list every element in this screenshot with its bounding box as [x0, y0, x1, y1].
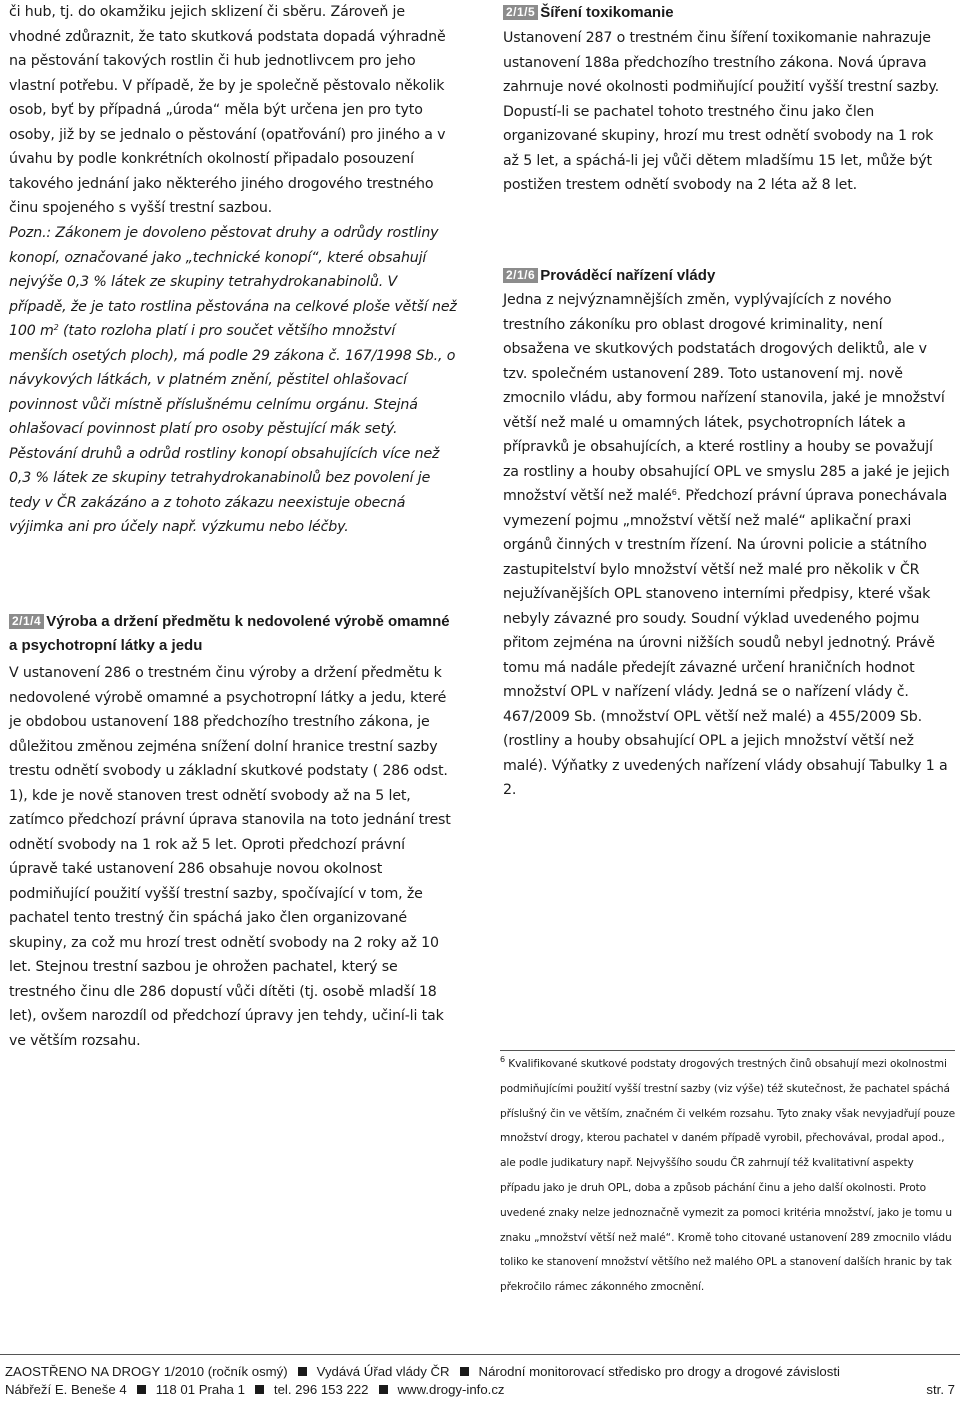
note-superscript: 2	[53, 323, 59, 332]
footer-city: 118 01 Praha 1	[155, 1382, 245, 1397]
square-bullet-icon	[137, 1385, 146, 1394]
footnote-divider	[500, 1050, 955, 1051]
square-bullet-icon	[379, 1385, 388, 1394]
section-heading-2-1-4	[9, 610, 457, 658]
footnote-reference: 6	[671, 488, 677, 497]
section-text-continued: . Předchozí právní úprava ponechávala vymezení pojmu „množství větší než malé“ aplikační praxi orgánů činných v trestním řízení. Na úrovni policie a státního zastupitelství bylo množství větší než malé pro několik v ČR nejužívanějších OPL stanoveno interními předpisy, které však nebyly závazné pro soudy. Soudní výklad uvedeného pojmu přitom zejména na úrovni nižších soudů nebyl jednotný. Právě tomu má nadále předejít závazné určení hraničních hodnot množství OPL v nařízení vlády. Jedná se o nařízení vlády č. 467/2009 Sb. (množství OPL větší než malé) a 455/2009 Sb. (rostliny a houby obsahující OPL a jejich množství větší než malé). Výňatky z uvedených nařízení vlády obsahují Tabulky 1 a 2.	[503, 488, 948, 798]
note-text-continued: (tato rozloha platí i pro součet většího množství menších osetých ploch), má podle 29 zákona č. 167/1998 Sb., o návykových látkách, v platném znění, pěstitel ohlašovací povinnost vůči místně příslušnému celnímu orgánu. Stejná ohlašovací povinnost platí pro osoby pěstující mák setý. Pěstování druhů a odrůd rostliny konopí obsahujících více než 0,3 % látek ze skupiny tetrahydrokanabinolů bez povolení je tedy v ČR zakázáno a z tohoto zákazu neexistuje obecná výjimka ani pro účely např. výzkumu nebo léčby.	[9, 323, 456, 535]
footer-journal: ZAOSTŘENO NA DROGY 1/2010 (ročník osmý)	[5, 1364, 288, 1379]
square-bullet-icon	[298, 1367, 307, 1376]
section-heading-2-1-6	[503, 264, 951, 288]
section-title: Šíření toxikomanie	[540, 4, 674, 21]
section-body-2-1-4: V ustanovení 286 o trestném činu výroby a držení předmětu k nedovolené výrobě omamné a psychotropní látky a jedu, které je obdobou ustanovení 188 předchozího trestního zákona, je důležitou změnou zejména snížení dolní hranice trestní sazby trestu odnětí svobody u základní skutkové podstaty ( 286 odst. 1), kde je nově stanoven trest odnětí svobody až na 5 let, zatímco předchozí právní úprava stanovila na toto jednání trest odnětí svobody na 1 rok až 5 let. Oproti předchozí právní úpravě také ustanovení 286 obsahuje novou okolnost podmiňující použití vyšší trestní sazby, spočívající v tom, že pachatel tento trestný čin spáchá jako člen organizované skupiny, za což mu hrozí trest odnětí svobody na 2 roky až 10 let. Stejnou trestní sazbou je ohrožen pachatel, který se trestného činu dle 286 dopustí vůči dítěti (tj. osobě mladší 18 let), ovšem narozdíl od předchozí úpravy jen tehdy, učiní-li tak ve větším rozsahu.	[9, 665, 451, 1049]
page-number: str. 7	[926, 1382, 955, 1397]
section-number-badge: 2/1/4	[9, 614, 44, 629]
footnote-mark: 6	[500, 1055, 505, 1064]
footer-line-2	[5, 1382, 955, 1398]
note-text: Pozn.: Zákonem je dovoleno pěstovat druhy a odrůdy rostliny konopí, označované jako „technické konopí“, které obsahují nejvýše 0,3 % látek ze skupiny tetrahydrokanabinolů. V případě, že je tato rostlina pěstována na celkové ploše větší než 100 m	[9, 225, 457, 339]
note-paragraph	[9, 221, 457, 540]
footer-divider	[0, 1354, 960, 1355]
footnote-text: Kvalifikované skutkové podstaty drogových trestných činů obsahují mezi okolnostmi podmiňujícími použití vyšší trestní sazby (viz výše) též skutečnost, že pachatel spáchá příslušný čin ve větším, značném či velkém rozsahu. Tyto znaky však nevyjadřují pouze množství drogy, kterou pachatel v daném případě vyrobil, přechovával, prodal apod., ale podle judikatury např. Nejvyššího soudu ČR zahrnují též kvalitativní aspekty případu jako je druh OPL, doba a způsob páchání činu a jeho další okolnosti. Proto uvedené znaky nelze jednoznačně vymezit za pomoci kritéria množství, jako je tomu u znaku „množství větší než malé“. Kromě toho citované ustanovení 289 zmocnilo vládu toliko ke stanovení množství většího než malého OPL a stanovení dalších hranic by tak překročilo rámec zákonného zmocnění.	[500, 1058, 955, 1294]
square-bullet-icon	[255, 1385, 264, 1394]
section-title: Prováděcí nařízení vlády	[540, 267, 716, 284]
section-body-2-1-6	[503, 288, 951, 803]
section-text: Jedna z nejvýznamnějších změn, vyplývajících z nového trestního zákoníku pro oblast drogové kriminality, není obsažena ve skutkových podstatách drogových deliktů, ale v tzv. společném ustanovení 289. Toto ustanovení mj. nově zmocnilo vládu, aby formou nařízení stanovila, jaké je množství větší než malé u omamných látek, psychotropních látek a přípravků je obsahujících, a které rostliny a houby se považují za rostliny a houby obsahující OPL ve smyslu 285 a jaké je jejich množství větší než malé	[503, 292, 950, 504]
footer-website-link[interactable]: www.drogy-info.cz	[397, 1382, 505, 1397]
square-bullet-icon	[460, 1367, 469, 1376]
section-title: Výroba a držení předmětu k nedovolené výrobě omamné a psychotropní látky a jedu	[9, 613, 450, 654]
section-number-badge: 2/1/5	[503, 5, 538, 20]
footer-street: Nábřeží E. Beneše 4	[5, 1382, 127, 1397]
footnote	[500, 1052, 955, 1300]
section-body-2-1-5: Ustanovení 287 o trestném činu šíření toxikomanie nahrazuje ustanovení 188a předchozího trestního zákona. Nová úprava zahrnuje nové okolnosti podmiňující použití vyšší trestní sazby. Dopustí-li se pachatel tohoto trestného činu jako člen organizované skupiny, hrozí mu trest odnětí svobody na 1 rok až 5 let, a spáchá-li jej vůči dětem mladšímu 15 let, může být postižen trestem odnětí svobody na 2 léta až 8 let.	[503, 30, 939, 193]
footer-line-1	[5, 1364, 955, 1380]
footer-publisher: Vydává Úřad vlády ČR	[316, 1364, 450, 1379]
footer-center: Národní monitorovací středisko pro drogy a drogové závislosti	[478, 1364, 840, 1379]
footer-phone: tel. 296 153 222	[273, 1382, 369, 1397]
section-number-badge: 2/1/6	[503, 268, 538, 283]
section-heading-2-1-5	[503, 1, 951, 25]
intro-paragraph: či hub, tj. do okamžiku jejich sklizení či sběru. Zároveň je vhodné zdůraznit, že tato skutková podstata dopadá výhradně na pěstování takových rostlin či hub jednotlivcem pro jeho vlastní potřebu. V případě, že by je společně pěstovalo několik osob, byť by případná „úroda“ měla být určena jen pro tyto osoby, již by se jednalo o pěstování (opatřování) pro jiného a v úvahu by podle konkrétních okolností připadalo posouzení takového jednání jako některého jiného drogového trestného činu spojeného s vyšší trestní sazbou.	[9, 4, 446, 216]
